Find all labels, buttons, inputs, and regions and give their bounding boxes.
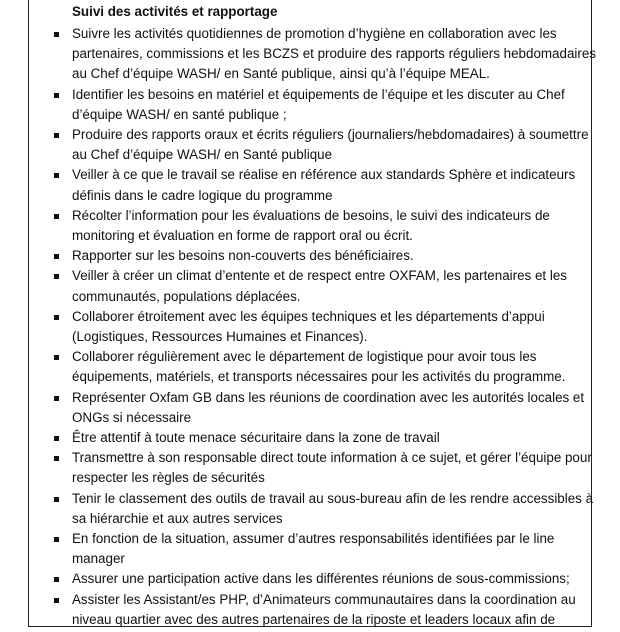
list-item (50, 428, 585, 448)
square-bullet-icon (54, 254, 59, 259)
square-bullet-icon (54, 598, 59, 603)
list-item-text-line: d’équipe WASH/ en santé publique ; (72, 106, 287, 122)
list-item (50, 569, 585, 589)
list-item-text-line: Être attentif à toute menace sécuritaire dans la zone de travail (72, 430, 440, 446)
list-item-text-line: Transmettre à son responsable direct toute information à ce sujet, et gérer l’équipe pour (72, 450, 592, 466)
list-item-text-line: Récolter l’information pour les évaluations de besoins, le suivi des indicateurs de (72, 207, 550, 223)
list-item-text-line: Assurer une participation active dans les différentes réunions de sous-commissions; (72, 571, 570, 587)
list-item-text-line: Produire des rapports oraux et écrits réguliers (journaliers/hebdomadaires) à soumettre (72, 127, 589, 143)
list-item-text-line: équipements, matériels, et transports nécessaires pour les activités du programme. (72, 369, 566, 385)
list-item-text-line: manager (72, 551, 125, 567)
square-bullet-icon (54, 497, 59, 502)
square-bullet-icon (54, 32, 59, 37)
list-item (50, 246, 585, 266)
list-item (50, 448, 592, 488)
square-bullet-icon (54, 396, 59, 401)
list-item-text-line: au Chef d’équipe WASH/ en Santé publique (72, 147, 333, 163)
list-item-text-line: monitoring et évaluation en forme de rapport oral ou écrit. (72, 228, 413, 244)
list-item-text-line: ONGs si nécessaire (72, 409, 192, 425)
list-item-text-line: sa hiérarchie et aux autres services (72, 510, 283, 526)
list-item-text-line: Tenir le classement des outils de travail au sous-bureau afin de les rendre accessibles à (72, 490, 594, 506)
list-item-text-line: Veiller à ce que le travail se réalise en référence aux standards Sphère et indicateurs (72, 167, 576, 183)
square-bullet-icon (54, 537, 59, 542)
square-bullet-icon (54, 173, 59, 178)
list-item-text-line: Collaborer régulièrement avec le département de logistique pour avoir tous les (72, 349, 537, 365)
square-bullet-icon (54, 214, 59, 219)
list-item (50, 347, 585, 387)
section-heading: Suivi des activités et rapportage (72, 4, 278, 19)
list-item-text-line: Représenter Oxfam GB dans les réunions de coordination avec les autorités locales et (72, 389, 585, 405)
square-bullet-icon (54, 315, 59, 320)
list-item (50, 529, 585, 569)
list-item-text-line: Veiller à créer un climat d’entente et de respect entre OXFAM, les partenaires et les (72, 268, 567, 284)
list-item (50, 266, 585, 306)
list-item-text-line: Suivre les activités quotidiennes de promotion d’hygiène en collaboration avec les (72, 26, 557, 41)
list-item-text-line: respecter les règles de sécurités (72, 470, 265, 486)
list-item (50, 590, 585, 630)
square-bullet-icon (54, 436, 59, 441)
list-item (50, 307, 585, 347)
list-item-text-line: partenaires, commissions et les BCZS et produire des rapports réguliers hebdomadaires (72, 46, 596, 62)
list-item-text-line: Collaborer étroitement avec les équipes techniques et les départements d’appui (72, 308, 545, 324)
list-item (50, 206, 585, 246)
list-item-text-line: En fonction de la situation, assumer d’autres responsabilités identifiées par le line (72, 531, 555, 547)
responsibilities-section (50, 2, 596, 630)
square-bullet-icon (54, 355, 59, 360)
list-item (50, 388, 585, 428)
list-item-text-line: Identifier les besoins en matériel et équipements de l’équipe et les discuter au Chef (72, 86, 565, 102)
list-item (50, 85, 585, 125)
list-item-text-line: au Chef d’équipe WASH/ en Santé publique, ainsi qu’à l’équipe MEAL. (72, 66, 490, 82)
list-item-text-line: Rapporter sur les besoins non-couverts des bénéficiaires. (72, 248, 414, 264)
square-bullet-icon (54, 93, 59, 98)
list-item-text-line: niveau quartier avec des autres partenaires de la riposte et leaders locaux afin de (72, 611, 556, 627)
square-bullet-icon (54, 577, 59, 582)
list-item (50, 489, 594, 529)
list-item-text-line: (Logistiques, Ressources Humaines et Finances). (72, 329, 368, 345)
list-item-text-line: Assister les Assistant/es PHP, d’Animateurs communautaires dans la coordination au (72, 591, 576, 607)
square-bullet-icon (54, 133, 59, 138)
square-bullet-icon (54, 274, 59, 279)
list-item (50, 165, 585, 205)
list-item-text-line: communautés, populations déplacées. (72, 288, 301, 304)
list-item (50, 24, 596, 85)
list-item (50, 125, 589, 165)
list-item-text-line: définis dans le cadre logique du programme (72, 187, 333, 203)
responsibilities-list (50, 24, 596, 630)
square-bullet-icon (54, 456, 59, 461)
